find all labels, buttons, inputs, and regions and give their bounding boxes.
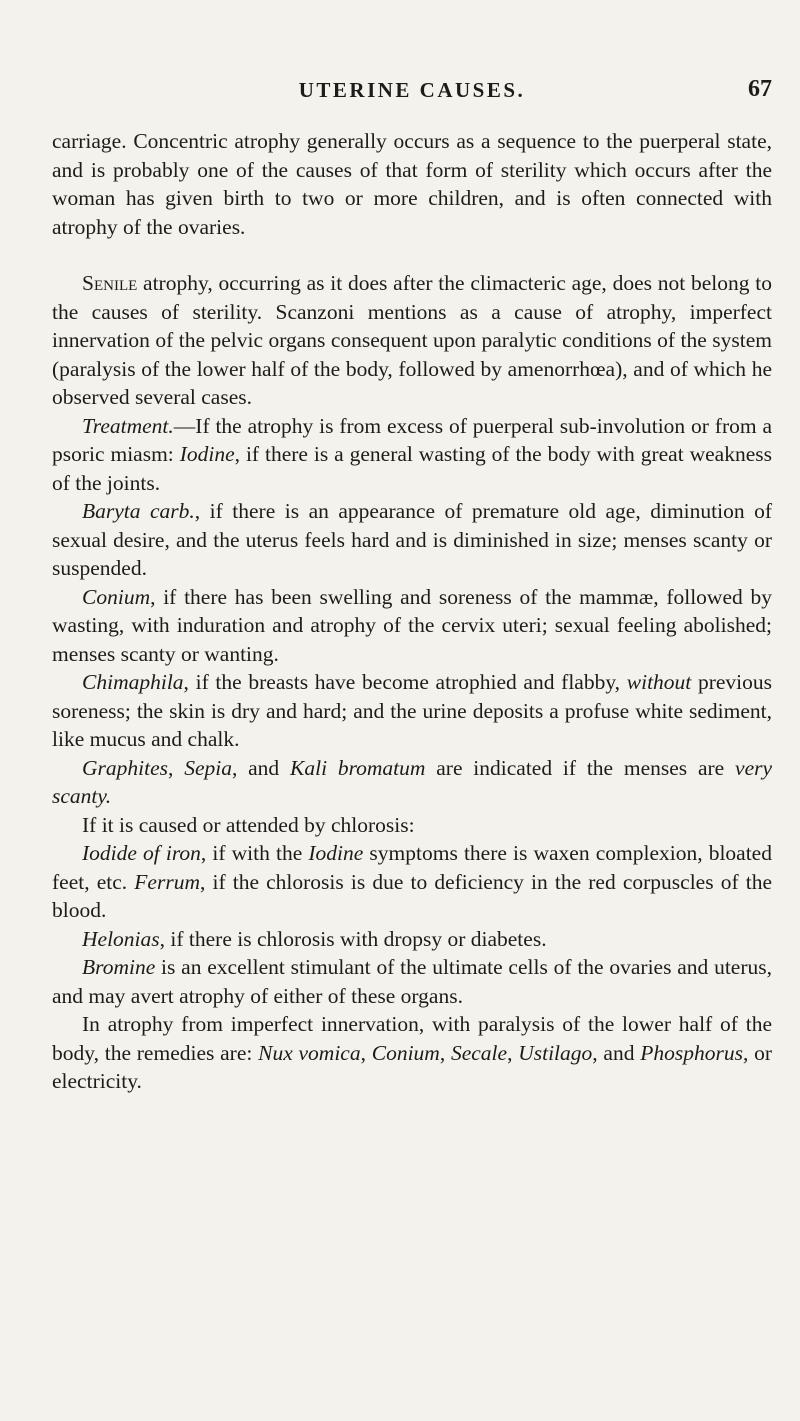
- paragraph-baryta: Baryta carb., if there is an appearance of premature old age, diminution of sexual desire, and the uterus feels hard and is diminished in size; menses scanty or suspended.: [52, 499, 772, 580]
- section-heading: Treatment.: [82, 413, 174, 438]
- remedy-name: Secale: [450, 1040, 508, 1065]
- remedy-name: Chimaphila: [82, 670, 184, 694]
- emphasis: very scanty.: [52, 755, 773, 808]
- remedy-name: Nux vomica: [258, 1040, 361, 1065]
- paragraph-bromine: Bromine is an excellent stimulant of the ultimate cells of the ovaries and uterus, and may avert atrophy of either of these organs.: [52, 955, 772, 1008]
- remedy-name: Ferrum: [134, 869, 200, 894]
- remedy-name: Iodide of iron: [82, 841, 201, 865]
- remedy-name: Iodine: [179, 442, 235, 466]
- remedy-name: Graphites: [82, 755, 168, 780]
- remedy-name: Helonias: [82, 926, 160, 951]
- paragraph-conium: Conium, if there has been swelling and soreness of the mammæ, followed by wasting, with induration and atrophy of the cervix uteri; sexual feeling abolished; menses scanty or wanting.: [52, 584, 772, 666]
- paragraph-helonias: Helonias, if there is chlorosis with dropsy or diabetes.: [82, 926, 547, 951]
- running-title: UTERINE CAUSES.: [298, 78, 526, 102]
- running-head: [52, 76, 772, 106]
- paragraph-senile-atrophy: Senile atrophy, occurring as it does after the climacteric age, does not belong to the causes of sterility. Scanzoni mentions as a cause of atrophy, imperfect innervation of the pelvic organs consequent upon paralytic conditions of the system (paralysis of the lower half of the body, followed by amenorrhœa), and of which he observed several cases.: [52, 271, 772, 409]
- remedy-name: Kali bromatum: [290, 755, 426, 780]
- paragraph-innervation: In atrophy from imperfect innervation, with paralysis of the lower half of the body, the remedies are: Nux vomica, Conium, Secale, Ustilago, and Phosphorus, or electricity.: [52, 1012, 773, 1093]
- remedy-name: Ustilago: [518, 1040, 593, 1065]
- remedy-name: Iodine: [308, 841, 364, 865]
- remedy-name: Bromine: [82, 955, 156, 979]
- paragraph-treatment: Treatment.—If the atrophy is from excess of puerperal sub-involution or from a psoric miasm: Iodine, if there is a general wasting of the body with great weakness of the joints.: [52, 413, 772, 495]
- remedy-name: Conium: [82, 584, 151, 609]
- paragraph-graphites: Graphites, Sepia, and Kali bromatum are indicated if the menses are very scanty.: [52, 755, 773, 808]
- paragraph-iodide-of-iron: Iodide of iron, if with the Iodine symptoms there is waxen complexion, bloated feet, etc. Ferrum, if the chlorosis is due to deficiency in the red corpuscles of the blood.: [52, 841, 772, 922]
- remedy-name: Phosphorus: [640, 1040, 743, 1065]
- remedy-name: Baryta carb.: [82, 499, 195, 523]
- emphasis: without: [626, 670, 692, 694]
- paragraph-chimaphila: Chimaphila, if the breasts have become atrophied and flabby, without previous soreness; the skin is dry and hard; and the urine deposits a profuse white sediment, like mucus and chalk.: [52, 670, 772, 751]
- remedy-name: Conium: [371, 1040, 440, 1065]
- lead-term: Senile: [82, 271, 138, 295]
- body-text: [52, 127, 772, 1096]
- paragraph-chlorosis: If it is caused or attended by chlorosis:: [82, 812, 415, 837]
- page-number: 67: [748, 76, 772, 102]
- paragraph-1: carriage. Concentric atrophy generally occurs as a sequence to the puerperal state, and is probably one of the causes of that form of sterility which occurs after the woman has given birth to two or more children, and is often connected with atrophy of the ovaries.: [52, 129, 772, 239]
- remedy-name: Sepia: [184, 755, 232, 780]
